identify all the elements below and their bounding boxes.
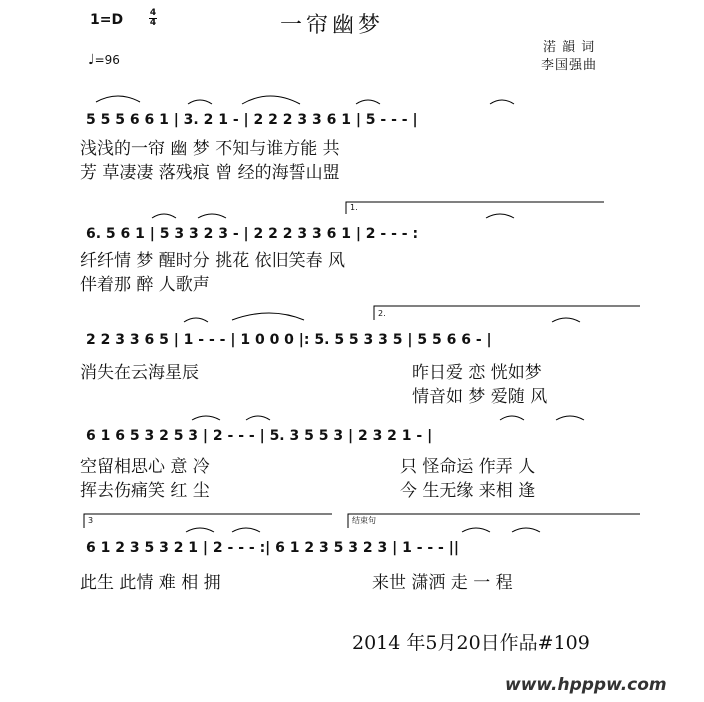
- volta-2-label: 2.: [378, 309, 386, 318]
- tempo-value: =96: [94, 53, 120, 67]
- notation-row-1: 5 5 5 6 6 1 | 3. 2 1 - | 2 2 2 3 3 6 1 | 5 - - - |: [86, 112, 418, 128]
- lyric-row-4-verse-1a: 空留相思心 意 冷: [80, 457, 210, 477]
- lyricist-credit: 渃 韻 词: [543, 40, 596, 55]
- notation-row-3: 2 2 3 3 6 5 | 1 - - - | 1 0 0 0 |: 5. 5 5 3 3 5 | 5 5 6 6 - |: [86, 332, 492, 348]
- lyric-row-5-part-2: 来世 潇洒 走 一 程: [372, 573, 513, 593]
- time-top: 4: [149, 8, 157, 18]
- footer-date-note: 2014 年5月20日作品#109: [352, 632, 590, 654]
- watermark: www.hpppw.com: [505, 675, 667, 695]
- coda-label: 结束句: [352, 516, 376, 525]
- notation-row-5: 6 1 2 3 5 3 2 1 | 2 - - - :| 6 1 2 3 5 3 2 3 | 1 - - - ||: [86, 540, 459, 556]
- lyric-row-3-verse-2: 情音如 梦 爱随 风: [412, 387, 548, 407]
- lyric-row-1-verse-2: 芳 草凄凄 落残痕 曾 经的海誓山盟: [80, 163, 340, 183]
- volta-1-label: 1.: [350, 203, 358, 212]
- lyric-row-4-verse-2a: 挥去伤痛笑 红 尘: [80, 481, 210, 501]
- lyric-row-2-verse-1: 纤纤情 梦 醒时分 挑花 依旧笑春 风: [80, 251, 346, 271]
- key-signature: 1=D: [90, 12, 124, 28]
- volta-3-label: 3: [88, 516, 94, 525]
- composer-credit: 李国强曲: [541, 58, 598, 73]
- lyric-row-1-verse-1: 浅浅的一帘 幽 梦 不知与谁方能 共: [80, 139, 340, 159]
- notation-row-2: 6. 5 6 1 | 5 3 3 2 3 - | 2 2 2 3 3 6 1 | 2 - - - :: [86, 226, 419, 242]
- time-bottom: 4: [149, 18, 157, 28]
- lyric-row-3-verse-1: 昨日爱 恋 恍如梦: [412, 363, 542, 383]
- notation-row-4: 6 1 6 5 3 2 5 3 | 2 - - - | 5. 3 5 5 3 | 2 3 2 1 - |: [86, 428, 433, 444]
- lyric-row-4-verse-1b: 只 怪命运 作弄 人: [400, 457, 536, 477]
- song-title: 一帘幽梦: [280, 13, 385, 38]
- lyric-row-2-verse-2: 伴着那 醉 人歌声: [80, 275, 210, 295]
- lyric-row-3-main: 消失在云海星辰: [80, 363, 199, 383]
- quarter-note-icon: ♩: [88, 52, 95, 68]
- lyric-row-4-verse-2b: 今 生无缘 来相 逢: [400, 481, 536, 501]
- lyric-row-5-part-1: 此生 此情 难 相 拥: [80, 573, 221, 593]
